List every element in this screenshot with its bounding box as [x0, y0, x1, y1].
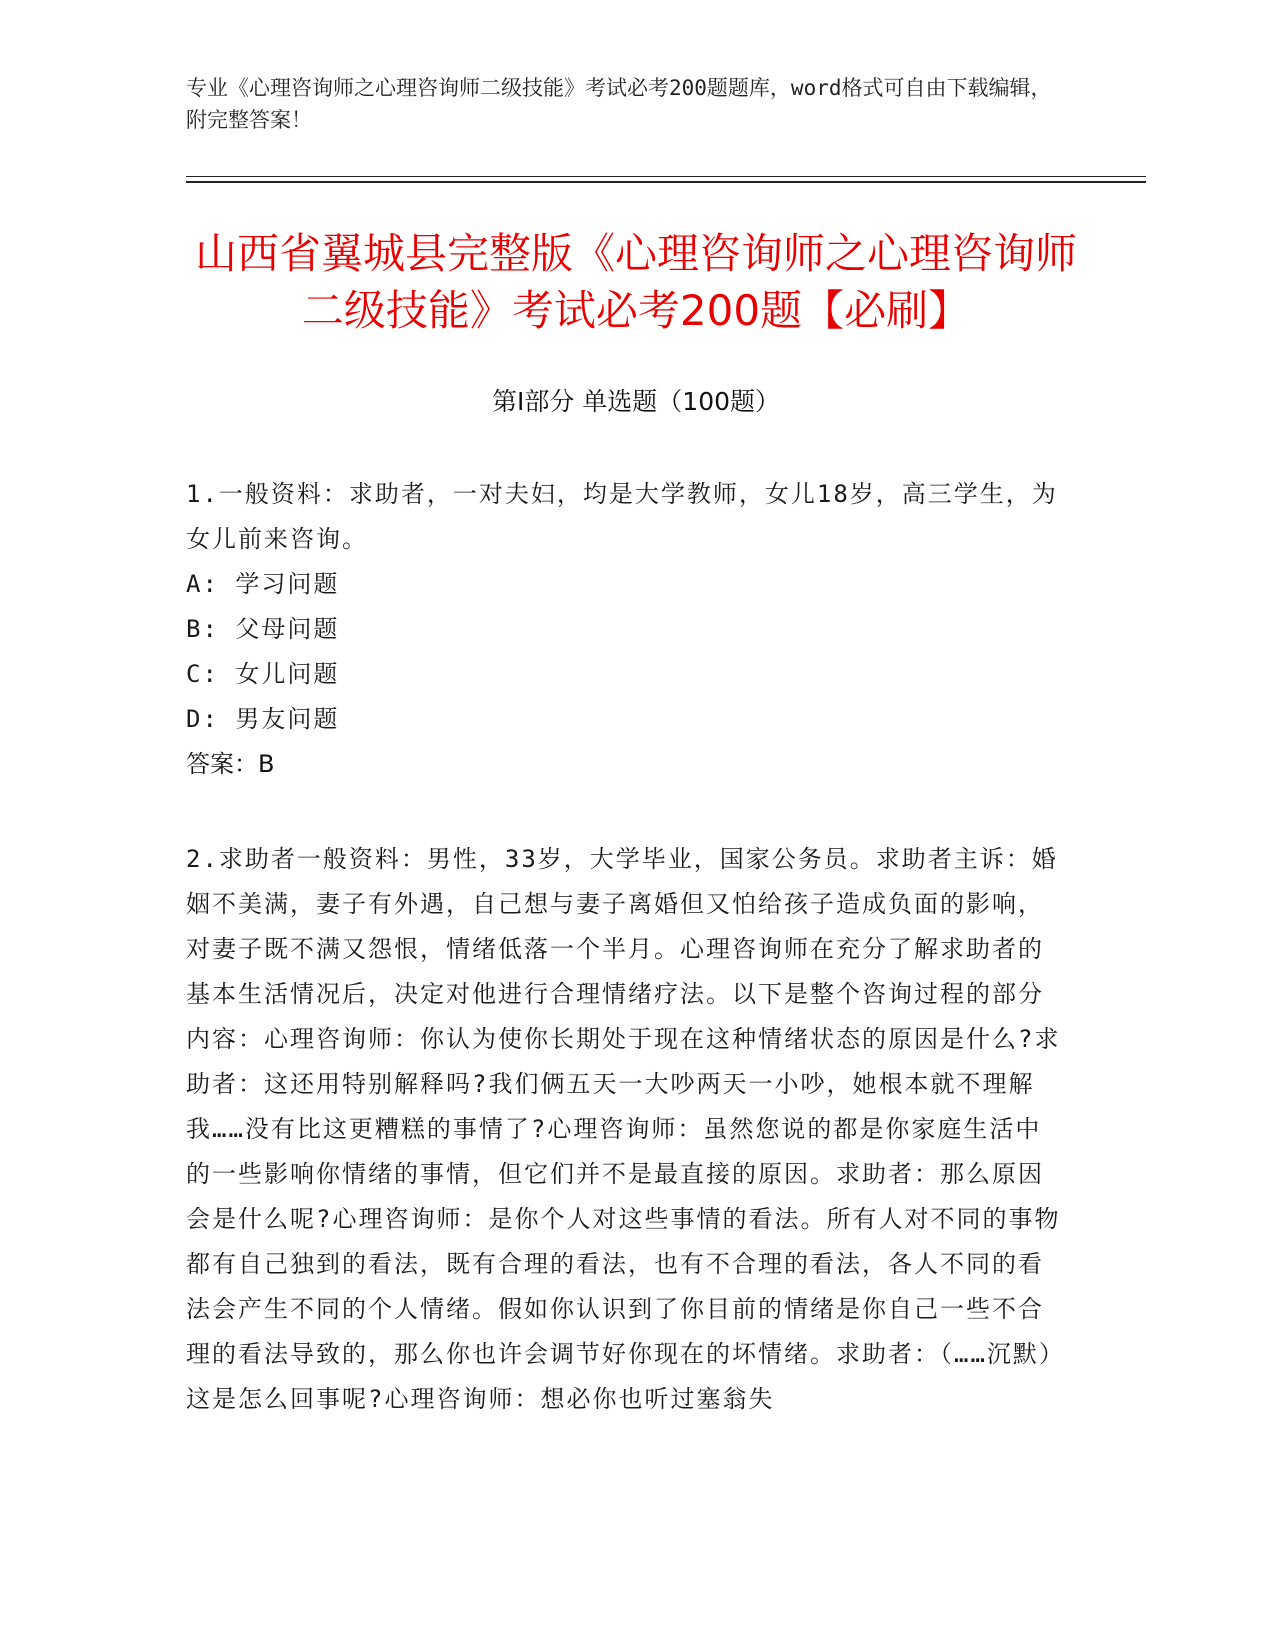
header-divider-thin	[186, 176, 1146, 177]
answer: 答案：B	[186, 750, 275, 778]
question-2	[186, 837, 1066, 1422]
option-a: A: 学习问题	[186, 570, 340, 598]
header-divider-thick	[186, 181, 1146, 183]
section-title: 第Ⅰ部分 单选题（100题）	[491, 387, 781, 416]
question-1	[186, 472, 1066, 787]
question-stem: 1.一般资料：求助者，一对夫妇，均是大学教师，女儿18岁，高三学生，为女儿前来咨询。	[186, 480, 1058, 553]
document-title: 山西省翼城县完整版《心理咨询师之心理咨询师二级技能》考试必考200题【必刷】	[194, 229, 1077, 335]
header-note: 专业《心理咨询师之心理咨询师二级技能》考试必考200题题库，word格式可自由下载编辑，附完整答案！	[186, 76, 1052, 132]
option-b: B: 父母问题	[186, 615, 340, 643]
option-c: C: 女儿问题	[186, 660, 340, 688]
question-stem: 2.求助者一般资料：男性，33岁，大学毕业，国家公务员。求助者主诉：婚姻不美满，妻子有外遇，自己想与妻子离婚但又怕给孩子造成负面的影响，对妻子既不满又怨恨，情绪低落一个半月。心理咨询师在充分了解求助者的基本生活情况后，决定对他进行合理情绪疗法。以下是整个咨询过程的部分内容：心理咨询师：你认为使你长期处于现在这种情绪状态的原因是什么?求助者：这还用特别解释吗?我们俩五天一大吵两天一小吵，她根本就不理解我……没有比这更糟糕的事情了?心理咨询师：虽然您说的都是你家庭生活中的一些影响你情绪的事情，但它们并不是最直接的原因。求助者：那么原因会是什么呢?心理咨询师：是你个人对这些事情的看法。所有人对不同的事物都有自己独到的看法，既有合理的看法，也有不合理的看法，各人不同的看法会产生不同的个人情绪。假如你认识到了你目前的情绪是你自己一些不合理的看法导致的，那么你也许会调节好你现在的坏情绪。求助者：（……沉默）这是怎么回事呢?心理咨询师：想必你也听过塞翁失	[186, 845, 1065, 1413]
option-d: D: 男友问题	[186, 705, 340, 733]
